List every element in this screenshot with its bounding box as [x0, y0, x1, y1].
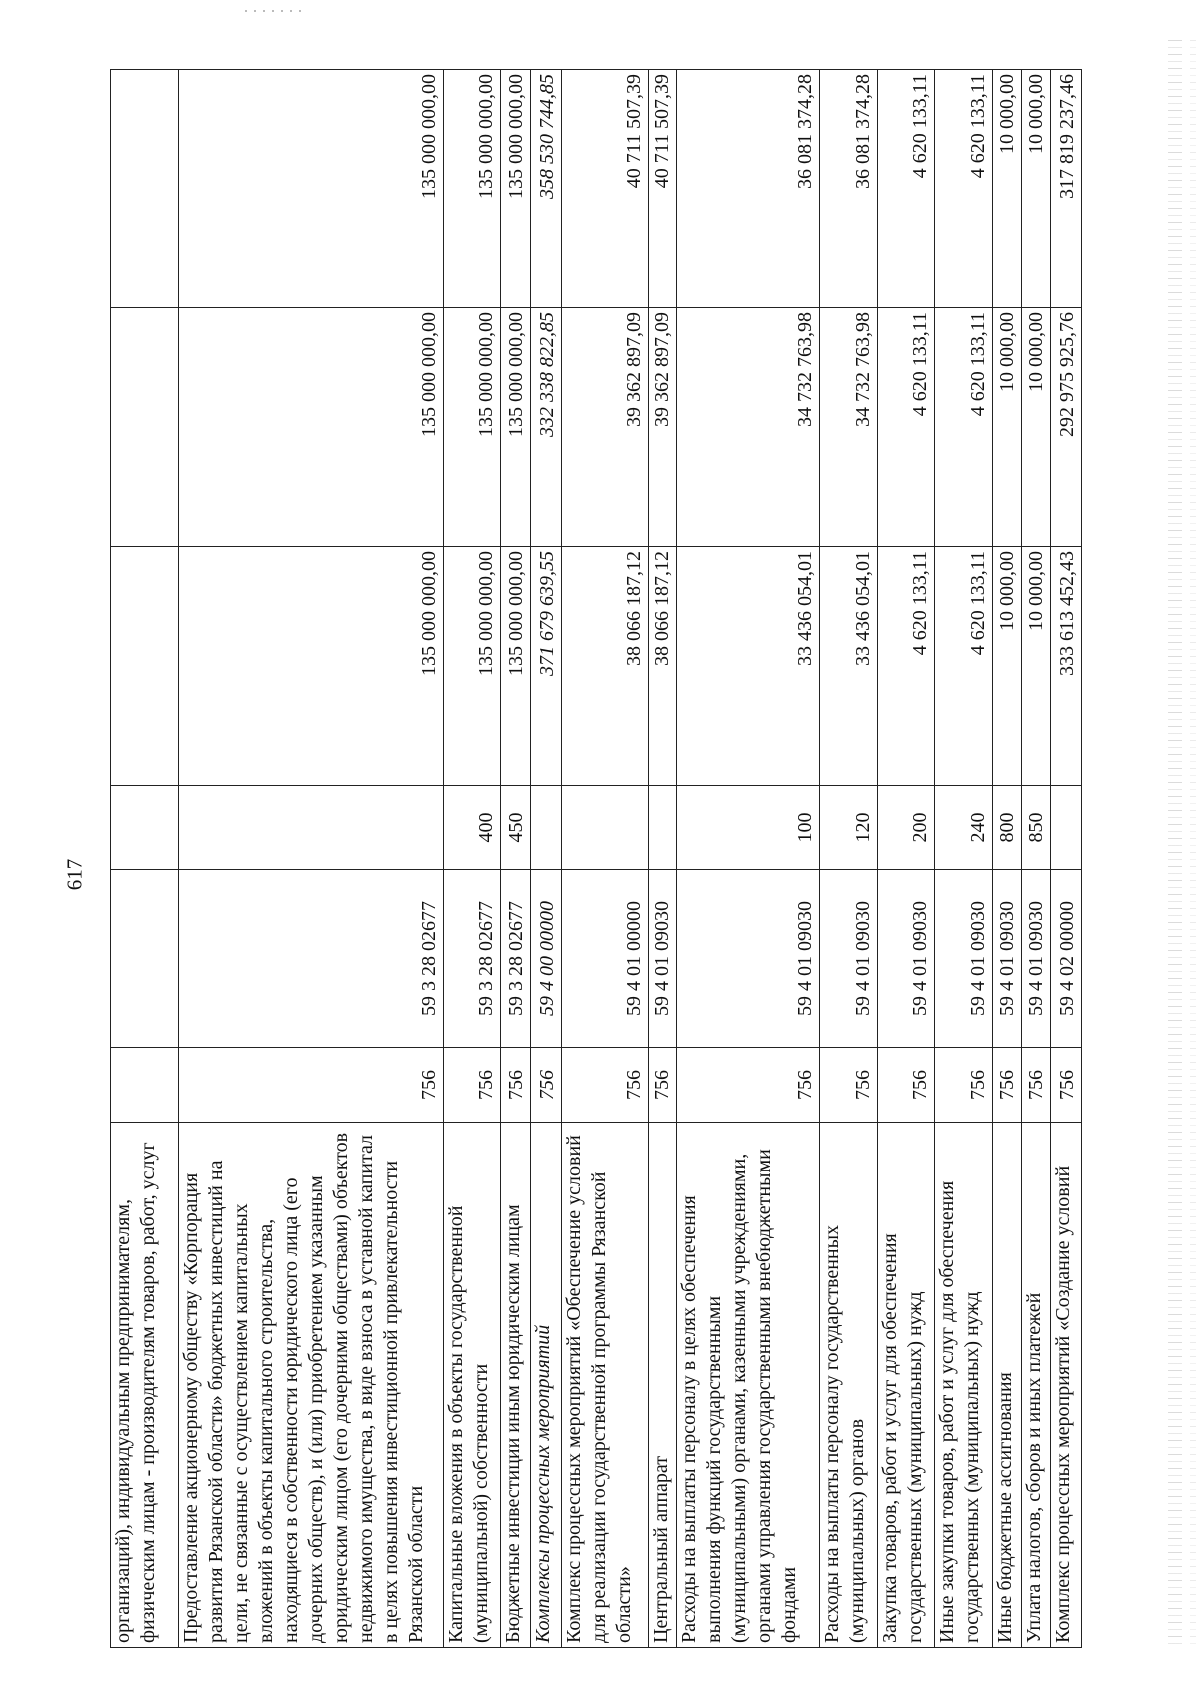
ministry-code — [111, 1048, 179, 1123]
ministry-code: 756 — [878, 1048, 935, 1123]
amount-year-3: 36 081 374,28 — [820, 70, 878, 308]
ministry-code: 756 — [1051, 1048, 1082, 1123]
ministry-code: 756 — [992, 1048, 1021, 1123]
target-code: 59 4 01 09030 — [1022, 870, 1051, 1048]
ministry-code: 756 — [677, 1048, 820, 1123]
amount-year-1: 10 000,00 — [1022, 547, 1051, 786]
target-code: 59 4 02 00000 — [1051, 870, 1082, 1048]
table-row — [649, 70, 677, 1648]
target-code: 59 4 01 09030 — [649, 870, 677, 1048]
target-code: 59 3 28 02677 — [500, 870, 530, 1048]
row-name: Расходы на выплаты персоналу в целях обеспечения выполнения функций государственными (муниципальными) органами, казенными учреждениями, органами управления государственными внебюджетными фондами — [677, 1123, 820, 1648]
amount-year-3 — [111, 70, 179, 308]
amount-year-3: 135 000 000,00 — [500, 70, 530, 308]
row-name: Расходы на выплаты персоналу государственных (муниципальных) органов — [820, 1123, 878, 1648]
amount-year-2: 135 000 000,00 — [444, 308, 501, 547]
ministry-code: 756 — [179, 1048, 444, 1123]
expense-type — [561, 786, 648, 870]
target-code — [111, 870, 179, 1048]
amount-year-1: 135 000 000,00 — [444, 547, 501, 786]
row-name: Иные закупки товаров, работ и услуг для обеспечения государственных (муниципальных) нужд — [934, 1123, 992, 1648]
row-name: Комплекс процессных мероприятий «Обеспечение условий для реализации государственной программы Рязанской области» — [561, 1123, 648, 1648]
amount-year-2: 10 000,00 — [992, 308, 1021, 547]
amount-year-1: 38 066 187,12 — [649, 547, 677, 786]
amount-year-2: 4 620 133,11 — [934, 308, 992, 547]
expense-type: 450 — [500, 786, 530, 870]
amount-year-2: 34 732 763,98 — [677, 308, 820, 547]
amount-year-1: 135 000 000,00 — [179, 547, 444, 786]
amount-year-2: 292 975 925,76 — [1051, 308, 1082, 547]
amount-year-1 — [111, 547, 179, 786]
ministry-code: 756 — [561, 1048, 648, 1123]
amount-year-1: 4 620 133,11 — [878, 547, 935, 786]
amount-year-3: 40 711 507,39 — [649, 70, 677, 308]
ministry-code: 756 — [444, 1048, 501, 1123]
expense-type — [179, 786, 444, 870]
row-name: Бюджетные инвестиции иным юридическим лицам — [500, 1123, 530, 1648]
ministry-code: 756 — [1022, 1048, 1051, 1123]
amount-year-2: 135 000 000,00 — [500, 308, 530, 547]
target-code: 59 4 01 09030 — [934, 870, 992, 1048]
row-name: Предоставление акционерному обществу «Корпорация развития Рязанской области» бюджетных инвестиций на цели, не связанные с осуществлением капитальных вложений в объекты капитального строительства, находящиеся в собственности юридического лица (его дочерних обществ), и (или) приобретением указанным юридическим лицом (его дочерними обществами) объектов недвижимого имущества, в виде взноса в уставной капитал в целях повышения инвестиционной привлекательности Рязанской области — [179, 1123, 444, 1648]
amount-year-3: 135 000 000,00 — [444, 70, 501, 308]
amount-year-1: 371 679 639,55 — [531, 547, 561, 786]
budget-table-rotated — [110, 70, 1082, 1648]
target-code: 59 4 01 09030 — [878, 870, 935, 1048]
amount-year-2: 39 362 897,09 — [649, 308, 677, 547]
target-code: 59 3 28 02677 — [179, 870, 444, 1048]
amount-year-1: 4 620 133,11 — [934, 547, 992, 786]
table-row — [444, 70, 501, 1648]
scan-dots-artifact — [245, 10, 305, 12]
expense-type: 240 — [934, 786, 992, 870]
amount-year-3: 135 000 000,00 — [179, 70, 444, 308]
amount-year-2 — [111, 308, 179, 547]
amount-year-1: 333 613 452,43 — [1051, 547, 1082, 786]
table-row — [561, 70, 648, 1648]
target-code: 59 4 01 09030 — [992, 870, 1021, 1048]
expense-type: 400 — [444, 786, 501, 870]
target-code: 59 4 01 09030 — [820, 870, 878, 1048]
amount-year-3: 10 000,00 — [1022, 70, 1051, 308]
amount-year-3: 10 000,00 — [992, 70, 1021, 308]
ministry-code: 756 — [531, 1048, 561, 1123]
row-name: Закупка товаров, работ и услуг для обеспечения государственных (муниципальных) нужд — [878, 1123, 935, 1648]
expense-type — [649, 786, 677, 870]
amount-year-3: 358 530 744,85 — [531, 70, 561, 308]
row-name: Комплекс процессных мероприятий «Создание условий — [1051, 1123, 1082, 1648]
ministry-code: 756 — [934, 1048, 992, 1123]
row-name: Центральный аппарат — [649, 1123, 677, 1648]
expense-type — [111, 786, 179, 870]
table-row — [878, 70, 935, 1648]
amount-year-3: 40 711 507,39 — [561, 70, 648, 308]
amount-year-3: 4 620 133,11 — [878, 70, 935, 308]
table-row — [992, 70, 1021, 1648]
amount-year-2: 4 620 133,11 — [878, 308, 935, 547]
table-row — [1022, 70, 1051, 1648]
row-name: Капитальные вложения в объекты государственной (муниципальной) собственности — [444, 1123, 501, 1648]
scan-edge-artifact — [1168, 40, 1182, 1650]
amount-year-3: 4 620 133,11 — [934, 70, 992, 308]
ministry-code: 756 — [500, 1048, 530, 1123]
amount-year-3: 317 819 237,46 — [1051, 70, 1082, 308]
amount-year-1: 38 066 187,12 — [561, 547, 648, 786]
amount-year-2: 34 732 763,98 — [820, 308, 878, 547]
amount-year-1: 10 000,00 — [992, 547, 1021, 786]
table-row — [111, 70, 179, 1648]
expense-type — [1051, 786, 1082, 870]
row-name: Комплексы процессных мероприятий — [531, 1123, 561, 1648]
page-number: 617 — [62, 858, 87, 891]
amount-year-1: 33 436 054,01 — [820, 547, 878, 786]
table-row — [531, 70, 561, 1648]
table-row — [179, 70, 444, 1648]
amount-year-1: 135 000 000,00 — [500, 547, 530, 786]
target-code: 59 3 28 02677 — [444, 870, 501, 1048]
ministry-code: 756 — [649, 1048, 677, 1123]
expense-type: 100 — [677, 786, 820, 870]
table-row — [934, 70, 992, 1648]
target-code: 59 4 01 09030 — [677, 870, 820, 1048]
expense-type: 800 — [992, 786, 1021, 870]
amount-year-2: 135 000 000,00 — [179, 308, 444, 547]
amount-year-1: 33 436 054,01 — [677, 547, 820, 786]
expense-type: 200 — [878, 786, 935, 870]
amount-year-3: 36 081 374,28 — [677, 70, 820, 308]
row-name: Уплата налогов, сборов и иных платежей — [1022, 1123, 1051, 1648]
target-code: 59 4 00 00000 — [531, 870, 561, 1048]
table-row — [820, 70, 878, 1648]
ministry-code: 756 — [820, 1048, 878, 1123]
expense-type: 850 — [1022, 786, 1051, 870]
table-row — [677, 70, 820, 1648]
table-row — [500, 70, 530, 1648]
row-name: организаций), индивидуальным предпринимателям, физическим лицам - производителям товаров, работ, услуг — [111, 1123, 179, 1648]
target-code: 59 4 01 00000 — [561, 870, 648, 1048]
amount-year-2: 332 338 822,85 — [531, 308, 561, 547]
scan-edge-artifact-light — [1190, 40, 1196, 1650]
amount-year-2: 10 000,00 — [1022, 308, 1051, 547]
budget-table — [110, 69, 1082, 1648]
row-name: Иные бюджетные ассигнования — [992, 1123, 1021, 1648]
table-row — [1051, 70, 1082, 1648]
expense-type — [531, 786, 561, 870]
amount-year-2: 39 362 897,09 — [561, 308, 648, 547]
expense-type: 120 — [820, 786, 878, 870]
